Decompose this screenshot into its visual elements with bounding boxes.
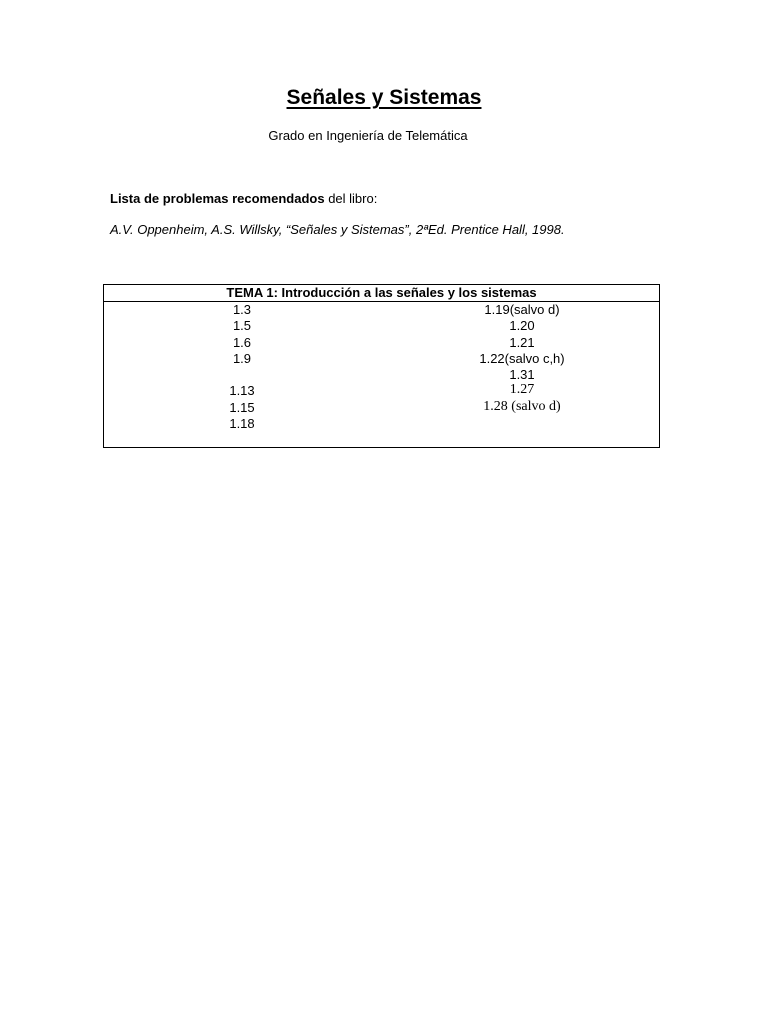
problem-left-3: 1.6 [232,335,252,350]
problem-left-6: 1.15 [229,400,255,415]
document-subtitle: Grado en Ingeniería de Telemática [268,128,468,143]
intro-text [110,191,377,206]
problem-left-1: 1.3 [232,302,252,317]
problem-right-3: 1.21 [509,335,535,350]
problem-right-4: 1.22(salvo c,h) [479,351,565,366]
problem-right-1: 1.19(salvo d) [484,302,560,317]
problem-right-5: 1.31 [509,367,535,382]
intro-bold-text: Lista de problemas recomendados [110,191,325,206]
book-reference: A.V. Oppenheim, A.S. Willsky, “Señales y Sistemas”, 2ªEd. Prentice Hall, 1998. [110,222,565,237]
problem-left-4: 1.9 [232,351,252,366]
problem-right-7: 1.28 (salvo d) [483,399,561,414]
document-title: Señales y Sistemas [286,86,482,109]
problems-table [103,284,660,448]
problem-right-6: 1.27 [509,382,535,397]
problem-left-7: 1.18 [229,416,255,431]
table-header: TEMA 1: Introducción a las señales y los sistemas [104,285,659,302]
problem-right-2: 1.20 [509,318,535,333]
intro-rest-text: del libro: [324,191,378,206]
problem-left-5: 1.13 [229,383,255,398]
problem-left-2: 1.5 [232,318,252,333]
